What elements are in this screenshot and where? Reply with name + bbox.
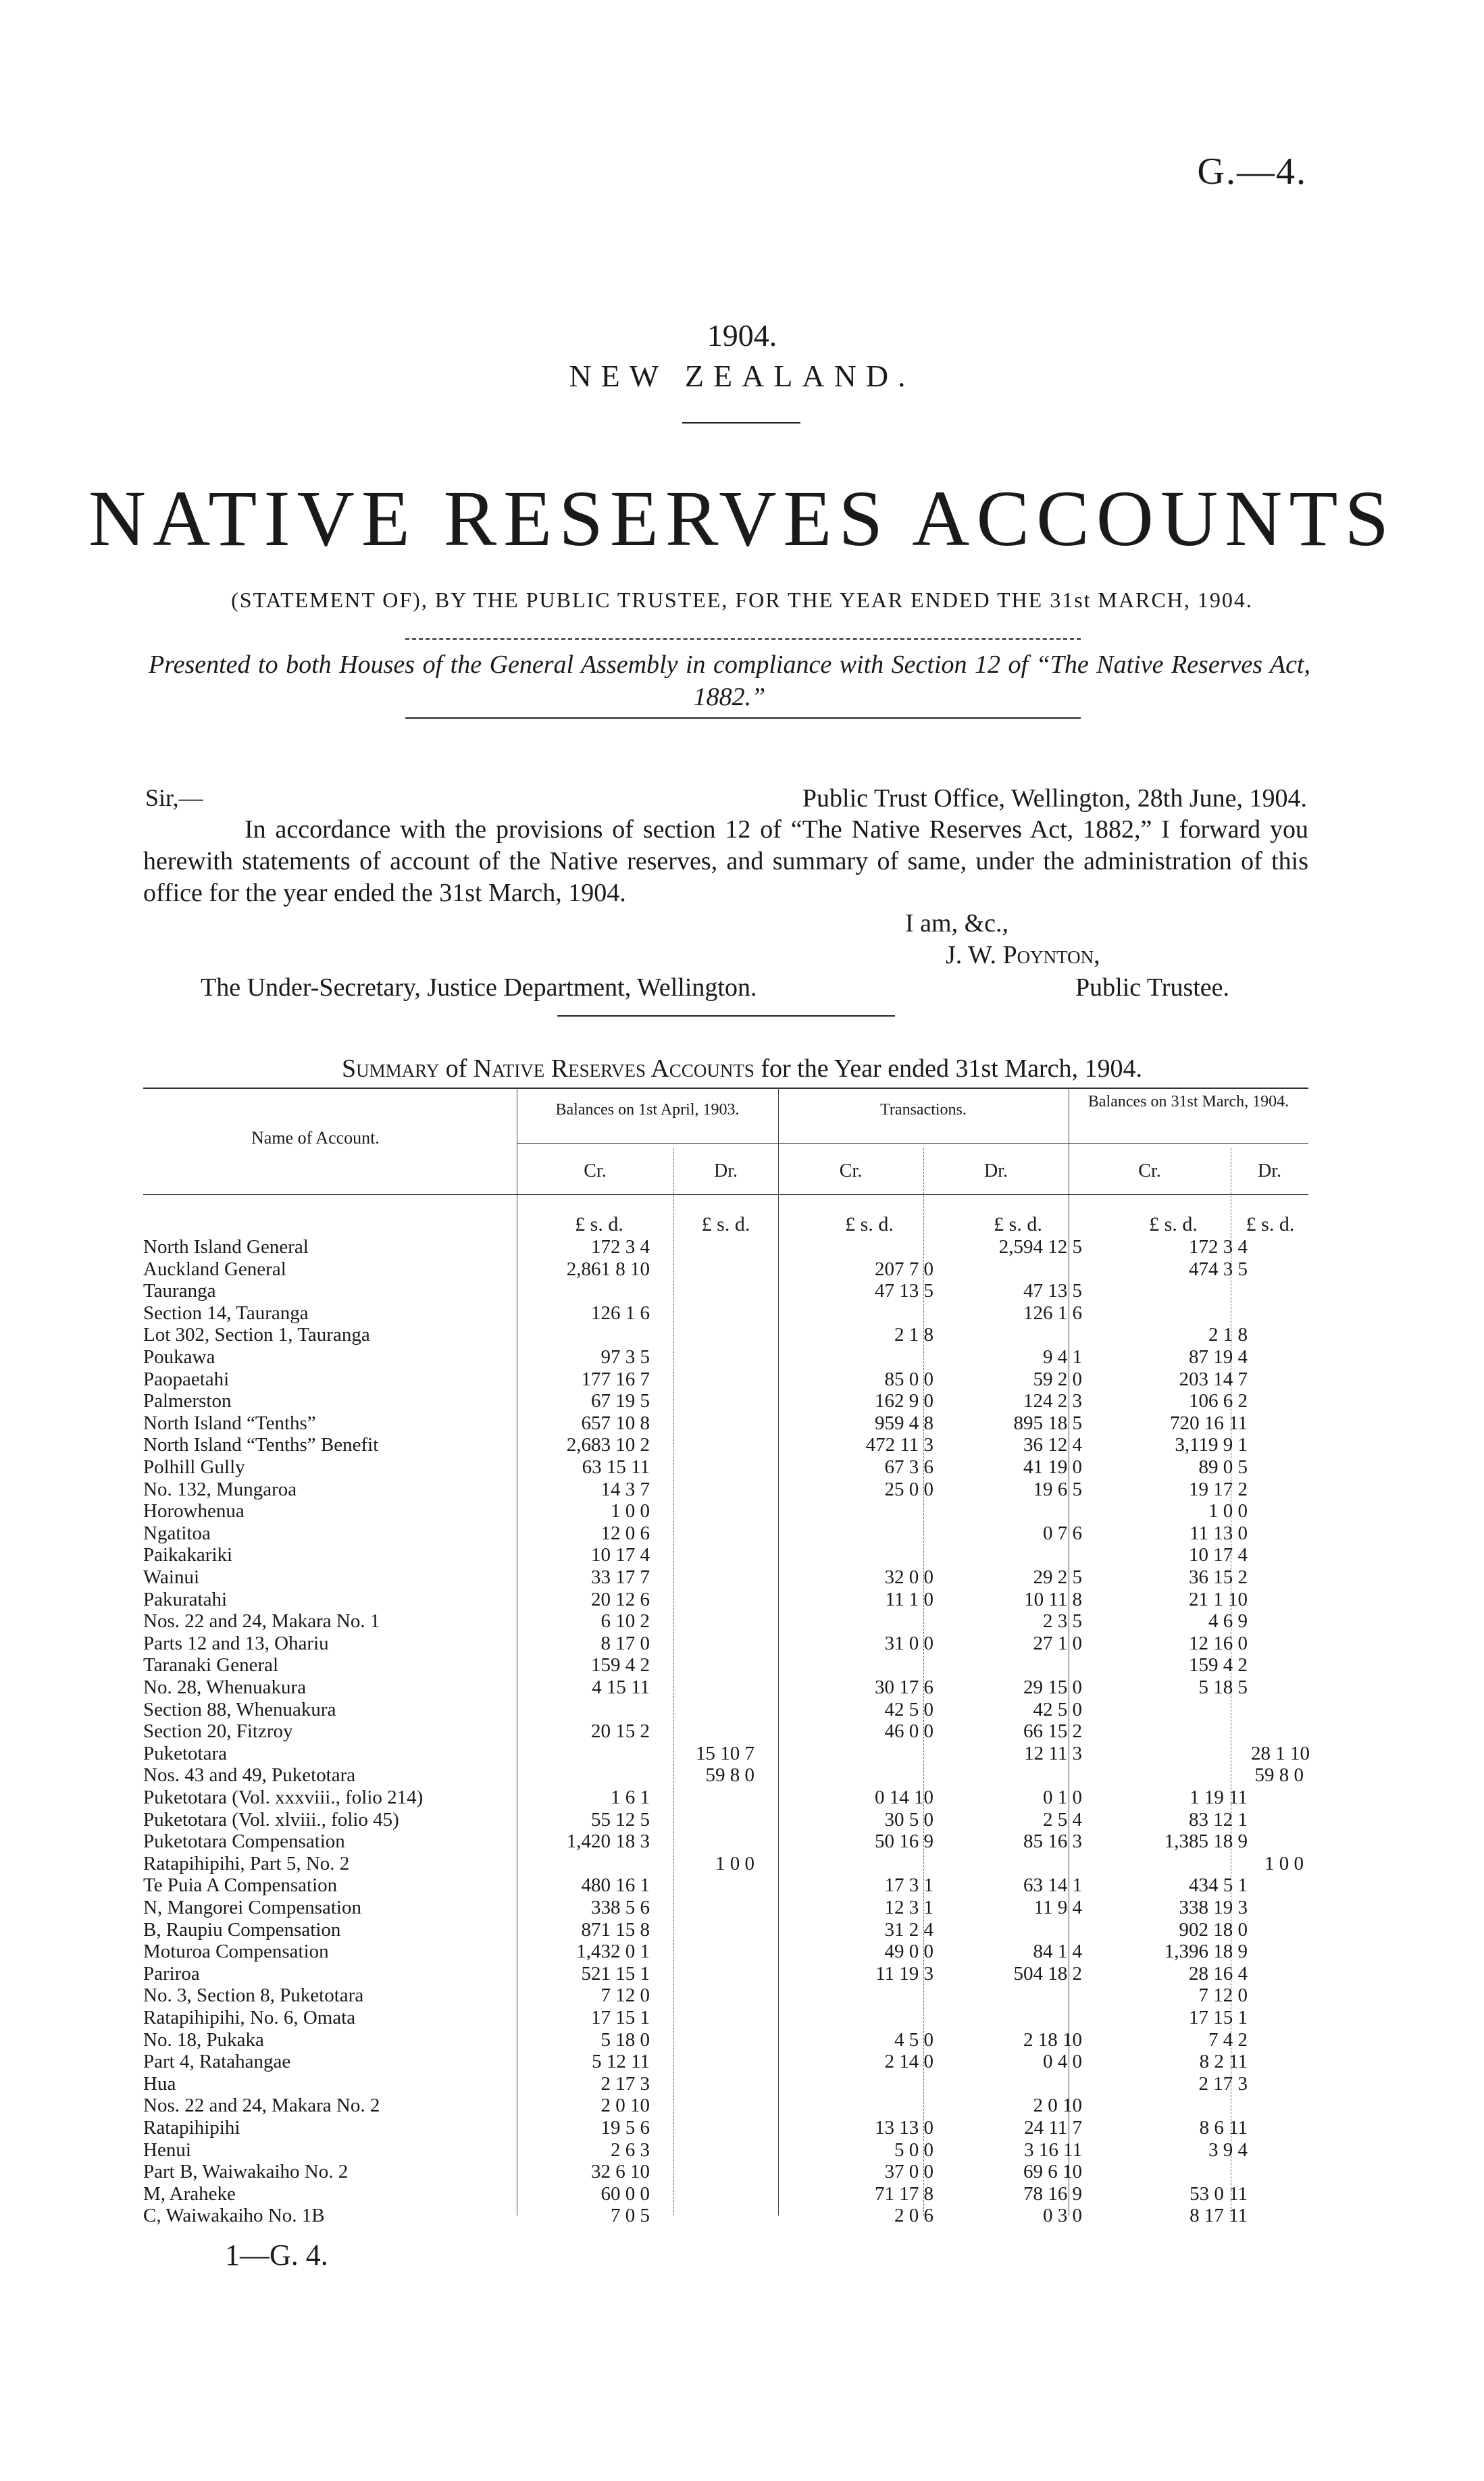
divider xyxy=(405,717,1081,719)
summary-title xyxy=(0,1054,1484,1083)
table-row xyxy=(143,1369,1308,1391)
table-row xyxy=(143,1280,1308,1302)
amount-cell: 474 3 5 xyxy=(1189,1258,1248,1280)
amount-cell: 8 17 11 xyxy=(1189,2205,1248,2227)
units-label: £ s. d. xyxy=(701,1213,750,1235)
account-name: Horowhenua xyxy=(143,1500,245,1523)
units-label: £ s. d. xyxy=(845,1213,894,1235)
amount-cell: 36 12 4 xyxy=(1023,1434,1082,1456)
amount-cell: 1 0 0 xyxy=(715,1852,754,1874)
column-header-cr: Cr. xyxy=(584,1160,607,1181)
amount-cell: 5 12 11 xyxy=(592,2051,650,2073)
amount-cell: 0 1 0 xyxy=(1043,1787,1082,1808)
amount-cell: 59 8 0 xyxy=(705,1764,754,1787)
amount-cell: 1,432 0 1 xyxy=(576,1941,650,1963)
table-row xyxy=(143,1743,1308,1765)
amount-cell: 8 2 11 xyxy=(1199,2051,1248,2073)
summary-title-name: Native Reserves Accounts xyxy=(473,1054,754,1083)
account-name: Section 20, Fitzroy xyxy=(143,1720,293,1743)
amount-cell: 17 15 1 xyxy=(1189,2007,1248,2028)
table-top-rule xyxy=(143,1088,1308,1089)
table-row xyxy=(143,1324,1308,1346)
amount-cell: 203 14 7 xyxy=(1179,1368,1248,1390)
table-row xyxy=(143,1610,1308,1633)
amount-cell: 59 2 0 xyxy=(1033,1368,1082,1390)
amount-cell: 3,119 9 1 xyxy=(1175,1434,1248,1456)
column-header-name: Name of Account. xyxy=(251,1128,380,1148)
amount-cell: 11 13 0 xyxy=(1189,1522,1248,1544)
letter-salutation: Sir,— xyxy=(145,784,203,811)
amount-cell: 0 4 0 xyxy=(1043,2051,1082,2073)
table-row xyxy=(143,1853,1308,1875)
amount-cell: 24 11 7 xyxy=(1024,2117,1082,2139)
amount-cell: 11 19 3 xyxy=(875,1962,933,1985)
amount-cell: 12 3 1 xyxy=(884,1897,933,1918)
amount-cell: 15 10 7 xyxy=(696,1742,754,1764)
amount-cell: 2,683 10 2 xyxy=(566,1434,650,1456)
table-row xyxy=(143,1720,1308,1743)
units-label: £ s. d. xyxy=(1246,1213,1295,1235)
account-name: Taranaki General xyxy=(143,1654,279,1677)
account-name: Lot 302, Section 1, Tauranga xyxy=(143,1324,370,1346)
amount-cell: 21 1 10 xyxy=(1189,1588,1248,1610)
account-name: North Island General xyxy=(143,1236,309,1258)
amount-cell: 13 13 0 xyxy=(875,2117,933,2139)
amount-cell: 1,420 18 3 xyxy=(566,1831,650,1853)
table-row xyxy=(143,1809,1308,1831)
amount-cell: 37 0 0 xyxy=(884,2161,933,2183)
account-name: Poukawa xyxy=(143,1346,215,1368)
letter-signer-title: Public Trustee. xyxy=(1075,973,1230,1002)
amount-cell: 720 16 11 xyxy=(1170,1412,1248,1434)
amount-cell: 17 3 1 xyxy=(884,1874,933,1897)
amount-cell: 0 7 6 xyxy=(1043,1522,1082,1544)
amount-cell: 871 15 8 xyxy=(581,1918,650,1941)
account-name: Paikakariki xyxy=(143,1544,233,1566)
account-name: Pakuratahi xyxy=(143,1588,228,1610)
table-row xyxy=(143,1456,1308,1479)
amount-cell: 7 12 0 xyxy=(600,1985,650,2007)
amount-cell: 2 14 0 xyxy=(884,2051,933,2073)
divider xyxy=(405,638,1081,640)
amount-cell: 46 0 0 xyxy=(884,1720,933,1743)
account-name: Nos. 22 and 24, Makara No. 1 xyxy=(143,1610,380,1633)
account-name: North Island “Tenths” Benefit xyxy=(143,1434,379,1456)
account-name: Parts 12 and 13, Ohariu xyxy=(143,1632,329,1654)
amount-cell: 172 3 4 xyxy=(591,1236,650,1258)
account-name: Puketotara (Vol. xxxviii., folio 214) xyxy=(143,1787,424,1808)
amount-cell: 895 18 5 xyxy=(1013,1412,1082,1434)
amount-cell: 2 5 4 xyxy=(1043,1808,1082,1831)
amount-cell: 50 16 9 xyxy=(875,1831,933,1853)
account-name: Ratapihipihi, Part 5, No. 2 xyxy=(143,1852,350,1874)
table-row xyxy=(143,2095,1308,2117)
table-row xyxy=(143,2183,1308,2205)
account-name: No. 28, Whenuakura xyxy=(143,1677,307,1698)
account-name: Nos. 22 and 24, Makara No. 2 xyxy=(143,2095,380,2117)
account-name: No. 132, Mungaroa xyxy=(143,1478,297,1500)
amount-cell: 12 16 0 xyxy=(1189,1632,1248,1654)
amount-cell: 67 3 6 xyxy=(884,1456,933,1478)
table-row xyxy=(143,2007,1308,2029)
table-row xyxy=(143,1434,1308,1456)
column-header-transactions: Transactions. xyxy=(880,1101,967,1119)
amount-cell: 19 5 6 xyxy=(600,2117,650,2139)
table-row xyxy=(143,1919,1308,1941)
table-row xyxy=(143,2117,1308,2139)
amount-cell: 1 19 11 xyxy=(1189,1787,1248,1808)
table-row xyxy=(143,1523,1308,1545)
account-name: North Island “Tenths” xyxy=(143,1412,316,1434)
table-row xyxy=(143,2051,1308,2073)
amount-cell: 106 6 2 xyxy=(1189,1390,1248,1412)
column-header-cr: Cr. xyxy=(839,1160,863,1181)
amount-cell: 47 13 5 xyxy=(1023,1280,1082,1302)
amount-cell: 2 1 8 xyxy=(894,1324,933,1346)
table-row xyxy=(143,2205,1308,2227)
amount-cell: 521 15 1 xyxy=(581,1962,650,1985)
account-name: Ratapihipihi, No. 6, Omata xyxy=(143,2007,356,2028)
account-name: N, Mangorei Compensation xyxy=(143,1897,361,1918)
amount-cell: 7 4 2 xyxy=(1208,2028,1248,2051)
amount-cell: 47 13 5 xyxy=(875,1280,933,1302)
table-row xyxy=(143,1346,1308,1369)
amount-cell: 4 15 11 xyxy=(592,1677,650,1698)
table-row xyxy=(143,1985,1308,2007)
main-title: NATIVE RESERVES ACCOUNTS xyxy=(88,474,1396,563)
amount-cell: 32 0 0 xyxy=(884,1566,933,1588)
amount-cell: 10 17 4 xyxy=(591,1544,650,1566)
amount-cell: 59 8 0 xyxy=(1254,1764,1304,1787)
table-row xyxy=(143,1699,1308,1721)
table-row xyxy=(143,2029,1308,2051)
amount-cell: 8 17 0 xyxy=(600,1632,650,1654)
column-header-closing-balances: Balances on 31st March, 1904. xyxy=(1088,1093,1289,1110)
amount-cell: 0 3 0 xyxy=(1043,2205,1082,2227)
amount-cell: 2 17 3 xyxy=(1198,2072,1248,2095)
amount-cell: 84 1 4 xyxy=(1033,1941,1082,1963)
account-name: Pariroa xyxy=(143,1962,200,1985)
column-header-dr: Dr. xyxy=(714,1160,738,1181)
table-row xyxy=(143,1897,1308,1919)
account-name: Ngatitoa xyxy=(143,1522,211,1544)
table-row xyxy=(143,1500,1308,1523)
amount-cell: 29 15 0 xyxy=(1023,1677,1082,1698)
account-name: Nos. 43 and 49, Puketotara xyxy=(143,1764,356,1787)
amount-cell: 9 4 1 xyxy=(1043,1346,1082,1368)
account-name: Moturoa Compensation xyxy=(143,1941,329,1963)
table-row xyxy=(143,1941,1308,1963)
amount-cell: 2 3 5 xyxy=(1043,1610,1082,1633)
letter-address: Public Trust Office, Wellington, 28th June, 1904. xyxy=(802,784,1307,813)
amount-cell: 2 18 10 xyxy=(1023,2028,1082,2051)
amount-cell: 126 1 6 xyxy=(591,1302,650,1324)
account-name: Paopaetahi xyxy=(143,1368,230,1390)
table-row xyxy=(143,1589,1308,1611)
amount-cell: 5 18 5 xyxy=(1198,1677,1248,1698)
table-row xyxy=(143,1654,1308,1677)
amount-cell: 2 0 6 xyxy=(894,2205,933,2227)
amount-cell: 4 5 0 xyxy=(894,2028,933,2051)
table-row xyxy=(143,1390,1308,1412)
account-name: Hua xyxy=(143,2072,176,2095)
account-name: Part 4, Ratahangae xyxy=(143,2051,291,2073)
amount-cell: 159 4 2 xyxy=(1189,1654,1248,1677)
account-name: Wainui xyxy=(143,1566,200,1588)
account-name: Part B, Waiwakaiho No. 2 xyxy=(143,2161,349,2183)
amount-cell: 338 5 6 xyxy=(591,1897,650,1918)
amount-cell: 2,861 8 10 xyxy=(566,1258,650,1280)
presented-note: Presented to both Houses of the General Assembly in compliance with Section 12 of “The Native Reserves Act, 1882.” xyxy=(149,650,1310,711)
amount-cell: 657 10 8 xyxy=(581,1412,650,1434)
units-label: £ s. d. xyxy=(1149,1213,1198,1235)
amount-cell: 2 0 10 xyxy=(1033,2095,1082,2117)
amount-cell: 4 6 9 xyxy=(1208,1610,1248,1633)
table-row xyxy=(143,1633,1308,1655)
amount-cell: 69 6 10 xyxy=(1023,2161,1082,2183)
amount-cell: 1 0 0 xyxy=(611,1500,650,1523)
amount-cell: 71 17 8 xyxy=(875,2182,933,2205)
table-row xyxy=(143,2073,1308,2095)
amount-cell: 3 9 4 xyxy=(1208,2139,1248,2161)
sub-title: (STATEMENT OF), BY THE PUBLIC TRUSTEE, FOR THE YEAR ENDED THE 31st MARCH, 1904. xyxy=(231,588,1253,612)
amount-cell: 28 16 4 xyxy=(1189,1962,1248,1985)
amount-cell: 31 0 0 xyxy=(884,1632,933,1654)
amount-cell: 97 3 5 xyxy=(600,1346,650,1368)
amount-cell: 31 2 4 xyxy=(884,1918,933,1941)
amount-cell: 10 11 8 xyxy=(1024,1588,1082,1610)
letter-signer: J. W. Poynton, xyxy=(946,941,1100,969)
account-name: Puketotara xyxy=(143,1742,228,1764)
header-rule xyxy=(143,1194,1308,1195)
account-name: Tauranga xyxy=(143,1280,216,1302)
table-row xyxy=(143,1764,1308,1787)
document-year: 1904. xyxy=(707,318,777,353)
table-row xyxy=(143,1787,1308,1809)
amount-cell: 78 16 9 xyxy=(1023,2182,1082,2205)
table-row xyxy=(143,2161,1308,2183)
account-name: No. 3, Section 8, Puketotara xyxy=(143,1985,364,2007)
amount-cell: 8 6 11 xyxy=(1199,2117,1248,2139)
account-name: Puketotara Compensation xyxy=(143,1831,345,1853)
amount-cell: 2 1 8 xyxy=(1208,1324,1248,1346)
table-row xyxy=(143,1677,1308,1699)
amount-cell: 85 16 3 xyxy=(1023,1831,1082,1853)
amount-cell: 19 17 2 xyxy=(1189,1478,1248,1500)
amount-cell: 10 17 4 xyxy=(1189,1544,1248,1566)
amount-cell: 42 5 0 xyxy=(884,1698,933,1720)
amount-cell: 1,385 18 9 xyxy=(1164,1831,1248,1853)
account-name: M, Araheke xyxy=(143,2182,236,2205)
column-header-cr: Cr. xyxy=(1138,1160,1161,1181)
table-row xyxy=(143,1874,1308,1897)
amount-cell: 126 1 6 xyxy=(1023,1302,1082,1324)
account-name: Palmerston xyxy=(143,1390,232,1412)
account-name: C, Waiwakaiho No. 1B xyxy=(143,2205,325,2227)
amount-cell: 20 15 2 xyxy=(591,1720,650,1743)
units-label: £ s. d. xyxy=(994,1213,1042,1235)
table-row xyxy=(143,1302,1308,1325)
letter-body: In accordance with the provisions of section 12 of “The Native Reserves Act, 1882,” I forward you herewith statements of account of the Native reserves, and summary of same, under the administration of this office for the year ended the 31st March, 1904. xyxy=(143,815,1308,907)
table-row xyxy=(143,1963,1308,1985)
amount-cell: 60 0 0 xyxy=(600,2182,650,2205)
amount-cell: 0 14 10 xyxy=(875,1787,933,1808)
table-row xyxy=(143,1236,1308,1258)
summary-title-prefix: Summary xyxy=(342,1054,440,1083)
amount-cell: 87 19 4 xyxy=(1189,1346,1248,1368)
amount-cell: 19 6 5 xyxy=(1033,1478,1082,1500)
amount-cell: 11 9 4 xyxy=(1033,1897,1082,1918)
document-country: NEW ZEALAND. xyxy=(569,359,915,393)
amount-cell: 14 3 7 xyxy=(600,1478,650,1500)
amount-cell: 504 18 2 xyxy=(1013,1962,1082,1985)
account-name: Section 14, Tauranga xyxy=(143,1302,309,1324)
account-name: Te Puia A Compensation xyxy=(143,1874,338,1897)
amount-cell: 1 0 0 xyxy=(1208,1500,1248,1523)
amount-cell: 5 18 0 xyxy=(600,2028,650,2051)
account-name: Auckland General xyxy=(143,1258,286,1280)
account-name: Polhill Gully xyxy=(143,1456,245,1478)
amount-cell: 6 10 2 xyxy=(600,1610,650,1633)
account-name: Section 88, Whenuakura xyxy=(143,1698,336,1720)
footer-sheet-number: 1—G. 4. xyxy=(225,2239,328,2272)
amount-cell: 27 1 0 xyxy=(1033,1632,1082,1654)
amount-cell: 1,396 18 9 xyxy=(1164,1941,1248,1963)
amount-cell: 20 12 6 xyxy=(591,1588,650,1610)
amount-cell: 36 15 2 xyxy=(1189,1566,1248,1588)
amount-cell: 472 11 3 xyxy=(865,1434,933,1456)
account-name: B, Raupiu Compensation xyxy=(143,1918,341,1941)
amount-cell: 17 15 1 xyxy=(591,2007,650,2028)
amount-cell: 49 0 0 xyxy=(884,1941,933,1963)
amount-cell: 2 17 3 xyxy=(600,2072,650,2095)
account-name: Henui xyxy=(143,2139,191,2161)
account-name: Puketotara (Vol. xlviii., folio 45) xyxy=(143,1808,399,1831)
table-row xyxy=(143,1412,1308,1435)
page-reference: G.—4. xyxy=(1197,151,1307,193)
divider xyxy=(557,1015,895,1017)
amount-cell: 53 0 11 xyxy=(1189,2182,1248,2205)
amount-cell: 959 4 8 xyxy=(875,1412,933,1434)
amount-cell: 28 1 10 xyxy=(1251,1742,1310,1764)
amount-cell: 83 12 1 xyxy=(1189,1808,1248,1831)
units-label: £ s. d. xyxy=(575,1213,623,1235)
amount-cell: 12 11 3 xyxy=(1024,1742,1082,1764)
amount-cell: 172 3 4 xyxy=(1189,1236,1248,1258)
amount-cell: 207 7 0 xyxy=(875,1258,933,1280)
letter-addressee: The Under-Secretary, Justice Department, Wellington. xyxy=(201,973,757,1002)
amount-cell: 480 16 1 xyxy=(581,1874,650,1897)
amount-cell: 7 0 5 xyxy=(611,2205,650,2227)
amount-cell: 2 0 10 xyxy=(600,2095,650,2117)
amount-cell: 338 19 3 xyxy=(1179,1897,1248,1918)
column-header-dr: Dr. xyxy=(1258,1160,1281,1181)
amount-cell: 159 4 2 xyxy=(591,1654,650,1677)
amount-cell: 1 6 1 xyxy=(611,1787,650,1808)
table-row xyxy=(143,2139,1308,2162)
divider xyxy=(682,422,800,424)
amount-cell: 30 17 6 xyxy=(875,1677,933,1698)
amount-cell: 902 18 0 xyxy=(1179,1918,1248,1941)
amount-cell: 11 1 0 xyxy=(885,1588,933,1610)
amount-cell: 89 0 5 xyxy=(1198,1456,1248,1478)
amount-cell: 7 12 0 xyxy=(1198,1985,1248,2007)
amount-cell: 63 15 11 xyxy=(582,1456,650,1478)
amount-cell: 55 12 5 xyxy=(591,1808,650,1831)
amount-cell: 162 9 0 xyxy=(875,1390,933,1412)
amount-cell: 66 15 2 xyxy=(1023,1720,1082,1743)
amount-cell: 63 14 1 xyxy=(1023,1874,1082,1897)
header-rule xyxy=(517,1143,1308,1144)
amount-cell: 29 2 5 xyxy=(1033,1566,1082,1588)
amount-cell: 2 6 3 xyxy=(611,2139,650,2161)
amount-cell: 25 0 0 xyxy=(884,1478,933,1500)
summary-title-suffix: for the Year ended 31st March, 1904. xyxy=(761,1054,1142,1083)
amount-cell: 3 16 11 xyxy=(1024,2139,1082,2161)
table-row xyxy=(143,1831,1308,1853)
amount-cell: 177 16 7 xyxy=(581,1368,650,1390)
amount-cell: 434 5 1 xyxy=(1189,1874,1248,1897)
account-name: No. 18, Pukaka xyxy=(143,2028,264,2051)
column-header-dr: Dr. xyxy=(984,1160,1008,1181)
amount-cell: 124 2 3 xyxy=(1023,1390,1082,1412)
amount-cell: 5 0 0 xyxy=(894,2139,933,2161)
amount-cell: 67 19 5 xyxy=(591,1390,650,1412)
amount-cell: 12 0 6 xyxy=(600,1522,650,1544)
account-name: Ratapihipihi xyxy=(143,2117,240,2139)
table-row xyxy=(143,1544,1308,1566)
table-row xyxy=(143,1479,1308,1501)
amount-cell: 41 19 0 xyxy=(1023,1456,1082,1478)
letter-closing: I am, &c., xyxy=(905,909,1009,938)
column-header-opening-balances: Balances on 1st April, 1903. xyxy=(555,1101,740,1119)
table-row xyxy=(143,1566,1308,1589)
amount-cell: 33 17 7 xyxy=(591,1566,650,1588)
table-row xyxy=(143,1258,1308,1281)
amount-cell: 42 5 0 xyxy=(1033,1698,1082,1720)
amount-cell: 2,594 12 5 xyxy=(998,1236,1082,1258)
summary-title-of: of xyxy=(445,1054,467,1083)
summary-table xyxy=(143,1088,1310,2227)
amount-cell: 32 6 10 xyxy=(591,2161,650,2183)
amount-cell: 1 0 0 xyxy=(1264,1852,1304,1874)
amount-cell: 30 5 0 xyxy=(884,1808,933,1831)
amount-cell: 85 0 0 xyxy=(884,1368,933,1390)
